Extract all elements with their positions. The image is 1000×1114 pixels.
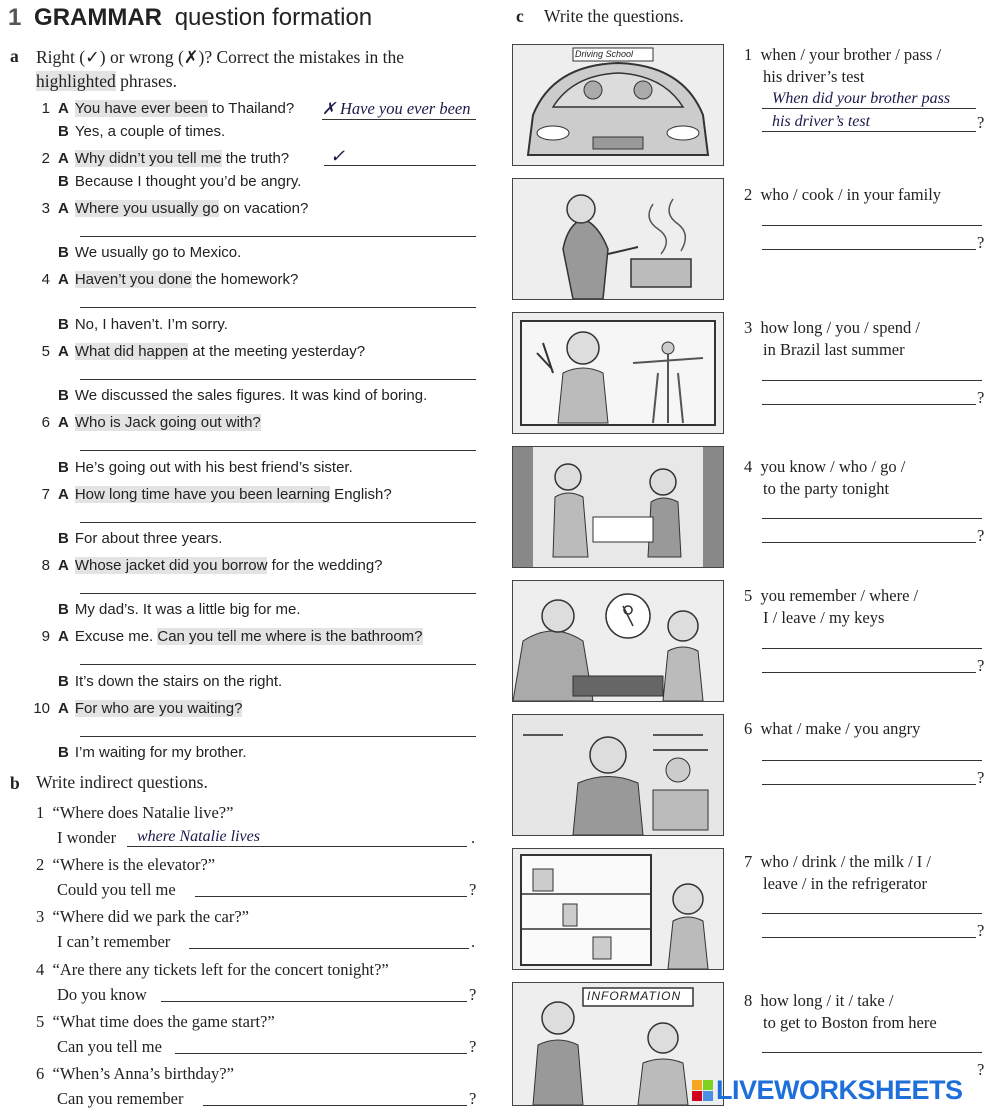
page-subtitle: question formation xyxy=(174,4,373,31)
section-a-letter: a xyxy=(10,46,19,66)
picture-driving-school xyxy=(512,44,724,166)
exercise-number: 1 xyxy=(8,4,22,31)
section-b-instruction: Write indirect questions. xyxy=(36,772,208,792)
section-b-letter: b xyxy=(10,773,20,793)
angry-man-illustration xyxy=(513,715,723,835)
b-item-3-answer-row: I can’t remember . xyxy=(57,932,476,951)
a-item-7-question: 7 A How long time have you been learning English? xyxy=(41,486,392,503)
b-item-4-answer-row: Do you know ? xyxy=(57,985,477,1004)
a-item-1-answer[interactable]: ✗ Have you ever been xyxy=(322,99,476,120)
instruction-line-1: Right (✓) or wrong (✗)? Correct the mistakes in the xyxy=(36,47,405,67)
highlight-phrase: What did happen xyxy=(74,343,189,360)
a-item-6-answer-line[interactable] xyxy=(80,450,476,451)
watermark-text: LIVEWORKSHEETS xyxy=(716,1074,963,1105)
b-item-2-quote: 2 “Where is the elevator?” xyxy=(36,855,216,874)
picture-party xyxy=(512,446,724,568)
brazil-illustration xyxy=(513,313,723,433)
b-item-3-answer-line[interactable] xyxy=(189,948,469,949)
a-item-8-question: 8 A Whose jacket did you borrow for the wedding? xyxy=(41,557,383,574)
highlight-phrase: How long time have you been learning xyxy=(74,486,331,503)
highlight-phrase: For who are you waiting? xyxy=(74,700,243,717)
picture-angry xyxy=(512,714,724,836)
c-item-4-answer-line-1[interactable] xyxy=(762,518,982,519)
b-item-4-quote: 4 “Are there any tickets left for the concert tonight?” xyxy=(36,960,389,979)
a-item-10-answer-line[interactable] xyxy=(80,736,476,737)
c-item-1-prompt: 1 when / your brother / pass / his driver’s test xyxy=(744,45,942,86)
c-item-2-end: ? xyxy=(977,233,985,252)
b-item-1-answer[interactable]: where Natalie lives xyxy=(127,828,467,847)
c-item-1-answer-line-1[interactable]: When did your brother pass xyxy=(762,90,976,109)
c-item-3-answer-line-2[interactable] xyxy=(762,404,976,405)
a-item-6-response: B He’s going out with his best friend’s sister. xyxy=(58,459,353,476)
c-item-6-end: ? xyxy=(977,768,985,787)
c-item-6-prompt: 6 what / make / you angry xyxy=(744,719,921,738)
a-item-3-question: 3 A Where you usually go on vacation? xyxy=(41,200,309,217)
picture-brazil xyxy=(512,312,724,434)
c-item-7-prompt: 7 who / drink / the milk / I / leave / in the refrigerator xyxy=(744,852,931,893)
c-item-2-answer-line-1[interactable] xyxy=(762,225,982,226)
highlight-phrase: Who is Jack going out with? xyxy=(74,414,261,431)
c-item-2-prompt: 2 who / cook / in your family xyxy=(744,185,942,204)
section-c-instruction: Write the questions. xyxy=(544,6,684,26)
a-item-5-question: 5 A What did happen at the meeting yesterday? xyxy=(41,343,366,360)
b-item-1-answer-row: I wonder where Natalie lives . xyxy=(57,828,476,847)
c-item-6-answer-line-1[interactable] xyxy=(762,760,982,761)
b-item-3-quote: 3 “Where did we park the car?” xyxy=(36,907,250,926)
c-item-1-answer-line-2[interactable]: his driver’s test xyxy=(762,113,976,132)
c-item-2-answer-line-2[interactable] xyxy=(762,249,976,250)
a-item-2-question: 2 A Why didn’t you tell me the truth? xyxy=(41,150,290,167)
a-item-3-response: B We usually go to Mexico. xyxy=(58,244,242,261)
party-illustration xyxy=(513,447,723,567)
c-item-7-answer-line-2[interactable] xyxy=(762,937,976,938)
a-item-10-question: 10 A For who are you waiting? xyxy=(33,700,243,717)
a-item-9-answer-line[interactable] xyxy=(80,664,476,665)
a-item-4-question: 4 A Haven’t you done the homework? xyxy=(41,271,299,288)
a-item-6-question: 6 A Who is Jack going out with? xyxy=(41,414,261,431)
b-item-4-answer-line[interactable] xyxy=(161,1001,467,1002)
b-item-6-quote: 6 “When’s Anna’s birthday?” xyxy=(36,1064,234,1083)
a-item-1-response: B Yes, a couple of times. xyxy=(58,123,226,140)
c-item-7-answer-line-1[interactable] xyxy=(762,913,982,914)
highlight-phrase: Haven’t you done xyxy=(74,271,192,288)
a-item-2-response: B Because I thought you’d be angry. xyxy=(58,173,302,190)
b-item-5-answer-row: Can you tell me ? xyxy=(57,1037,477,1056)
b-item-5-quote: 5 “What time does the game start?” xyxy=(36,1012,275,1031)
highlight-phrase: Can you tell me where is the bathroom? xyxy=(157,628,423,645)
cooking-illustration xyxy=(513,179,723,299)
instruction-rest: phrases. xyxy=(115,71,177,91)
a-item-2-answer[interactable]: ✓ xyxy=(324,146,476,166)
a-item-3-answer-line[interactable] xyxy=(80,236,476,237)
c-item-4-end: ? xyxy=(977,526,985,545)
c-item-8-prompt: 8 how long / it / take / to get to Boston from here xyxy=(744,991,937,1032)
c-item-5-answer-line-1[interactable] xyxy=(762,648,982,649)
b-item-6-answer-line[interactable] xyxy=(203,1105,467,1106)
driving-school-sign: Driving School xyxy=(575,49,634,59)
c-item-3-prompt: 3 how long / you / spend / in Brazil last summer xyxy=(744,318,920,359)
c-item-7-end: ? xyxy=(977,921,985,940)
c-item-5-prompt: 5 you remember / where / I / leave / my keys xyxy=(744,586,919,627)
c-item-8-end: ? xyxy=(977,1060,985,1079)
information-sign: INFORMATION xyxy=(587,989,682,1003)
a-item-1-question: 1 A You have ever been to Thailand? xyxy=(41,100,295,117)
c-item-5-end: ? xyxy=(977,656,985,675)
highlight-phrase: You have ever been xyxy=(74,100,208,117)
b-item-6-answer-row: Can you remember ? xyxy=(57,1089,477,1108)
liveworksheets-logo-icon xyxy=(692,1080,713,1101)
c-item-4-answer-line-2[interactable] xyxy=(762,542,976,543)
highlight-phrase: Why didn’t you tell me xyxy=(74,150,222,167)
refrigerator-illustration xyxy=(513,849,723,969)
b-item-5-answer-line[interactable] xyxy=(175,1053,467,1054)
a-item-9-question: 9 A Excuse me. Can you tell me where is the bathroom? xyxy=(41,628,423,645)
keys-illustration xyxy=(513,581,723,701)
picture-cooking xyxy=(512,178,724,300)
page-header xyxy=(8,4,372,32)
page-title: GRAMMAR xyxy=(34,4,163,31)
a-item-8-response: B My dad’s. It was a little big for me. xyxy=(58,601,301,618)
a-item-7-response: B For about three years. xyxy=(58,530,223,547)
a-item-4-answer-line[interactable] xyxy=(80,307,476,308)
a-item-9-response: B It’s down the stairs on the right. xyxy=(58,673,283,690)
c-item-1-end: ? xyxy=(977,113,985,132)
c-item-5-answer-line-2[interactable] xyxy=(762,672,976,673)
c-item-6-answer-line-2[interactable] xyxy=(762,784,976,785)
a-item-4-response: B No, I haven’t. I’m sorry. xyxy=(58,316,228,333)
c-item-3-answer-line-1[interactable] xyxy=(762,380,982,381)
c-item-8-answer-line-1[interactable] xyxy=(762,1052,982,1053)
b-item-1-quote: 1 “Where does Natalie live?” xyxy=(36,803,234,822)
b-item-2-answer-row: Could you tell me ? xyxy=(57,880,477,899)
picture-refrigerator xyxy=(512,848,724,970)
c-item-3-end: ? xyxy=(977,388,985,407)
c-item-4-prompt: 4 you know / who / go / to the party tonight xyxy=(744,457,906,498)
section-c-letter: c xyxy=(516,6,524,26)
car-illustration xyxy=(513,45,723,165)
section-a-instruction xyxy=(36,45,496,93)
liveworksheets-watermark xyxy=(692,1074,963,1106)
instruction-highlight: highlighted xyxy=(36,71,116,91)
a-item-7-answer-line[interactable] xyxy=(80,522,476,523)
picture-keys xyxy=(512,580,724,702)
b-item-2-answer-line[interactable] xyxy=(195,896,467,897)
a-item-10-response: B I’m waiting for my brother. xyxy=(58,744,247,761)
highlight-phrase: Whose jacket did you borrow xyxy=(74,557,268,574)
a-item-5-answer-line[interactable] xyxy=(80,379,476,380)
a-item-8-answer-line[interactable] xyxy=(80,593,476,594)
highlight-phrase: Where you usually go xyxy=(74,200,220,217)
a-item-5-response: B We discussed the sales figures. It was kind of boring. xyxy=(58,387,428,404)
